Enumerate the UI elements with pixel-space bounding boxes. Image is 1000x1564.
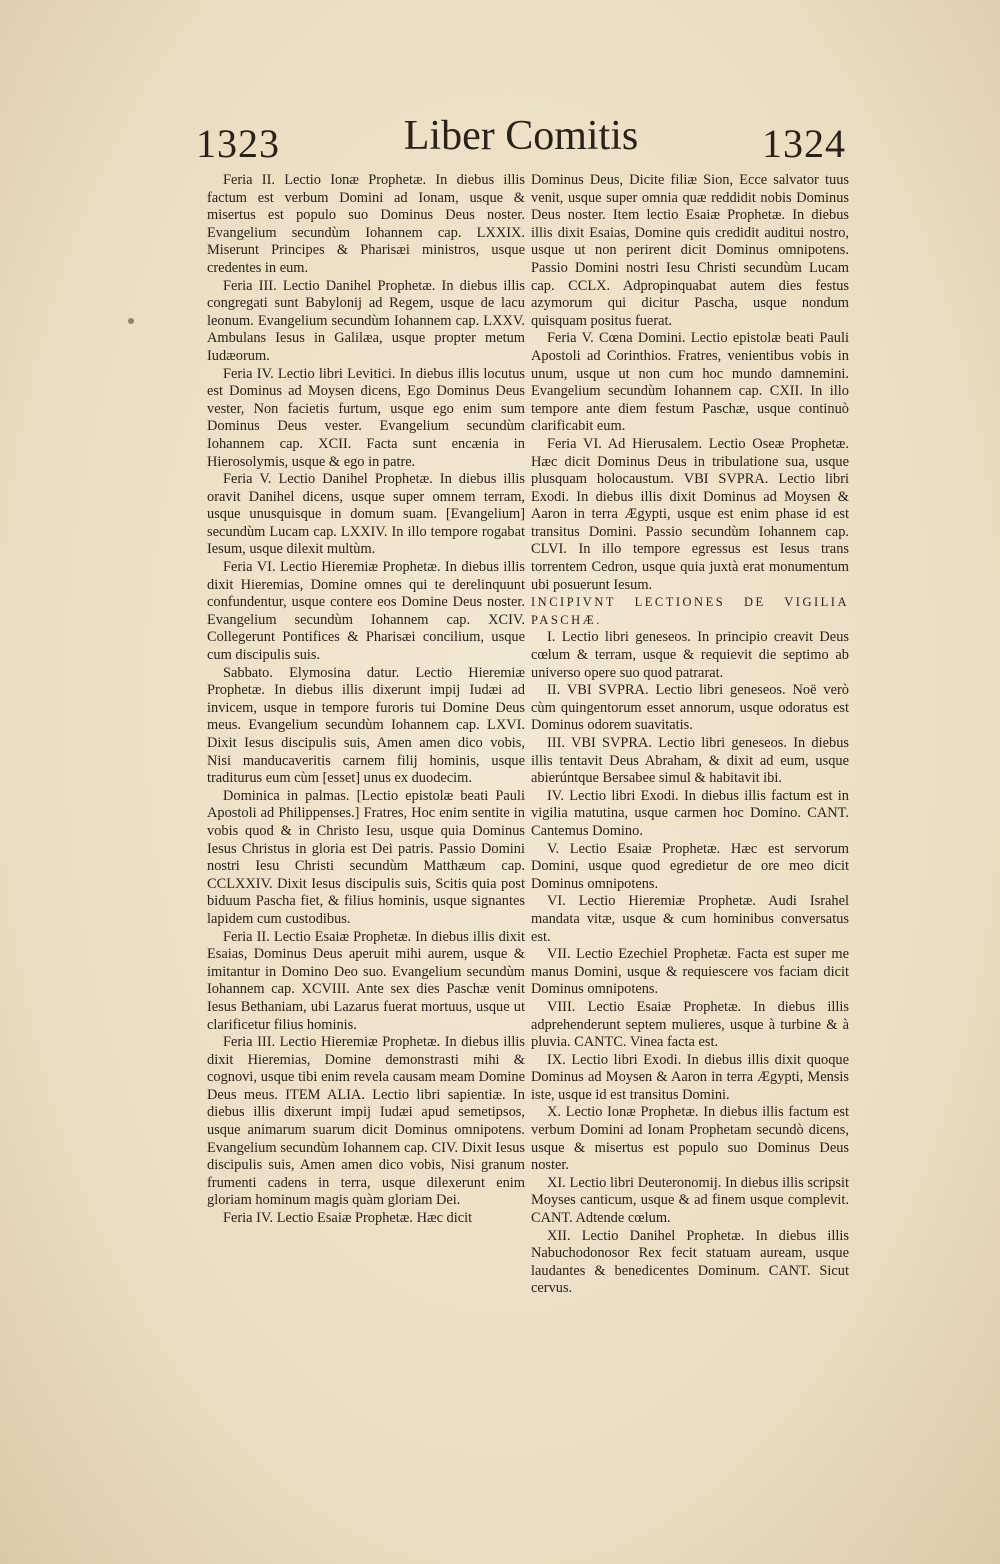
paragraph: X. Lectio Ionæ Prophetæ. In diebus illis factum est verbum Domini ad Ionam Prophetam secundò dicens, usque & misertus est populo suo Dominus Deus noster. xyxy=(531,1104,849,1174)
paragraph: Dominus Deus, Dicite filiæ Sion, Ecce salvator tuus venit, usque super omnia quæ reddidit nobis Dominus Deus noster. Item lectio Esaiæ Prophetæ. In diebus illis dixit Esaias, Domine quis credidit auditui nostro, usque ut non perirent dicit Dominus omnipotens. Passio Domini nostri Iesu Christi secundùm Lucam cap. CCLX. Adpropinquabat autem dies festus azymorum qui dicitur Pascha, usque nondum quisquam positus fuerat. xyxy=(531,172,849,329)
paragraph: XII. Lectio Danihel Prophetæ. In diebus illis Nabuchodonosor Rex fecit statuam auream, usque laudantes & benedicentes Dominum. CANT. Sicut cervus. xyxy=(531,1227,849,1297)
paragraph: Feria IV. Lectio libri Levitici. In diebus illis locutus est Dominus ad Moysen dicens, Ego Dominus Deus vester, Non facietis furtum, usque ego enim sum Dominus Deus vester. Evangelium secundùm Iohannem cap. XCII. Facta sunt encænia in Hierosolymis, usque & ego in patre. xyxy=(207,365,525,470)
paragraph: Feria IV. Lectio Esaiæ Prophetæ. Hæc dicit xyxy=(223,1210,473,1227)
paragraph: VI. Lectio Hieremiæ Prophetæ. Audi Israhel mandata vitæ, usque & cum hominibus conversatus est. xyxy=(531,893,849,945)
right-column xyxy=(531,172,849,1298)
paragraph: Feria V. Lectio Danihel Prophetæ. In diebus illis oravit Danihel dicens, usque super omnem terram, usque unusquisque in domum suam. [Evangelium] secundùm Lucam cap. LXXIV. In illo tempore rogabat Iesum, usque dilexit multùm. xyxy=(207,471,525,558)
folio-left: 1323 xyxy=(196,121,280,166)
ink-spot xyxy=(128,318,134,324)
paragraph: V. Lectio Esaiæ Prophetæ. Hæc est servorum Domini, usque quod egredietur de ore meo dicit Dominus omnipotens. xyxy=(531,840,849,892)
paragraph: Feria V. Cœna Domini. Lectio epistolæ beati Pauli Apostoli ad Corinthios. Fratres, venientibus vobis in unum, usque ut non cum hoc mundo damnemini. Evangelium secundùm Iohannem cap. CXII. In illo tempore ante diem festum Paschæ, usque continuò clarificabit eum. xyxy=(531,330,849,435)
running-header xyxy=(196,112,846,172)
paragraph: Feria II. Lectio Ionæ Prophetæ. In diebus illis factum est verbum Domini ad Ionam, usque & misertus est populo suo Dominus Deus noster. Evangelium secundùm Iohannem cap. LXXIX. Miserunt Principes & Pharisæi ministros, usque credentes in eum. xyxy=(207,172,525,276)
running-title: Liber Comitis xyxy=(403,113,639,159)
left-column xyxy=(207,172,525,1228)
paragraph: II. VBI SVPRA. Lectio libri geneseos. Noë verò cùm quingentorum esset annorum, usque odoratus est Dominus odorem suavitatis. xyxy=(531,682,849,734)
paragraph: Feria III. Lectio Hieremiæ Prophetæ. In diebus illis dixit Hieremias, Domine demonstrasti mihi & cognovi, usque tibi enim revela causam meam Domine Deus meus. ITEM ALIA. Lectio libri sapientiæ. In diebus illis dixerunt impij Iudæi apud semetipsos, usque animarum suarum dicit Dominus omnipotens. Evangelium secundùm Iohannem cap. CIV. Dixit Iesus discipulis suis, Amen amen dico vobis, Nisi granum frumenti cadens in terra, usque dilexerunt enim gloriam hominum magis quàm gloriam Dei. xyxy=(207,1034,525,1209)
paragraph: Feria II. Lectio Esaiæ Prophetæ. In diebus illis dixit Esaias, Dominus Deus aperuit mihi aurem, usque & imitantur in Domino Deo suo. Evangelium secundùm Iohannem cap. XCVIII. Ante sex dies Paschæ venit Iesus Bethaniam, ubi Lazarus fuerat mortuus, usque ut clarificetur filius hominis. xyxy=(207,928,525,1033)
paragraph: Dominica in palmas. [Lectio epistolæ beati Pauli Apostoli ad Philippenses.] Fratres, Hoc enim sentite in vobis quod & in Christo Iesu, usque quia Dominus Iesus Christus in gloria est Dei patris. Passio Domini nostri Iesu Christi secundùm Matthæum cap. CCLXXIV. Dixit Iesus discipulis suis, Scitis quia post biduum Pascha fiet, & filius hominis, usque signantes lapidem cum custodibus. xyxy=(207,787,525,927)
section-heading: INCIPIVNT LECTIONES DE VIGILIA PASCHÆ. xyxy=(531,595,849,627)
paragraph: III. VBI SVPRA. Lectio libri geneseos. In diebus illis tentavit Deus Abraham, & dixit ad eum, usque abierúntque Bersabee simul & habitavit ibi. xyxy=(531,735,849,787)
paragraph: VII. Lectio Ezechiel Prophetæ. Facta est super me manus Domini, usque & requiescere vos faciam dicit Dominus omnipotens. xyxy=(531,946,849,998)
paragraph: Feria III. Lectio Danihel Prophetæ. In diebus illis congregati sunt Babylonij ad Regem, usque de lacu leonum. Evangelium secundùm Iohannem cap. LXXV. Ambulans Iesus in Galilæa, usque propter metum Iudæorum. xyxy=(207,277,525,364)
paragraph: Feria VI. Lectio Hieremiæ Prophetæ. In diebus illis dixit Hieremias, Domine omnes qui te derelinquunt confundentur, usque contere eos Domine Deus noster. Evangelium secundùm Iohannem cap. XCIV. Collegerunt Pontifices & Pharisæi concilium, usque cum discipulis suis. xyxy=(207,559,525,664)
paragraph: Feria VI. Ad Hierusalem. Lectio Oseæ Prophetæ. Hæc dicit Dominus Deus in tribulatione sua, usque plusquam holocaustum. VBI SVPRA. Lectio libri Exodi. In diebus illis dixit Dominus ad Moysen & Aaron in terra Ægypti, usque est enim phase id est transitus Domini. Passio secundùm Iohannem cap. CLVI. In illo tempore egressus est Iesus trans torrentem Cedron, usque quia juxtà erat monumentum ubi posuerunt Iesum. xyxy=(531,435,849,593)
paragraph: XI. Lectio libri Deuteronomij. In diebus illis scripsit Moyses canticum, usque & ad finem usque complevit. CANT. Adtende cœlum. xyxy=(531,1174,849,1227)
folio-right: 1324 xyxy=(762,121,846,166)
paragraph: VIII. Lectio Esaiæ Prophetæ. In diebus illis adprehenderunt septem mulieres, usque à turbine & à pluvia. CANTC. Vinea facta est. xyxy=(531,998,849,1051)
paragraph: IX. Lectio libri Exodi. In diebus illis dixit quoque Dominus ad Moysen & Aaron in terra Ægypti, Mensis iste, usque id est transitus Domini. xyxy=(531,1051,849,1103)
paragraph: IV. Lectio libri Exodi. In diebus illis factum est in vigilia matutina, usque carmen hoc Domino. CANT. Cantemus Domino. xyxy=(531,787,849,839)
paragraph: I. Lectio libri geneseos. In principio creavit Deus cœlum & terram, usque & requievit die septimo ab universo opere suo quod patrarat. xyxy=(531,629,849,681)
paragraph: Sabbato. Elymosina datur. Lectio Hieremiæ Prophetæ. In diebus illis dixerunt impij Iudæi ad invicem, usque in tempore furoris tui Domine Deus meus. Evangelium secundùm Iohannem cap. LXVI. Dixit Iesus discipulis suis, Amen amen dico vobis, Nisi manducaveritis carnem filij hominis, usque traditurus eum cùm [esset] unus ex duodecim. xyxy=(207,664,525,787)
